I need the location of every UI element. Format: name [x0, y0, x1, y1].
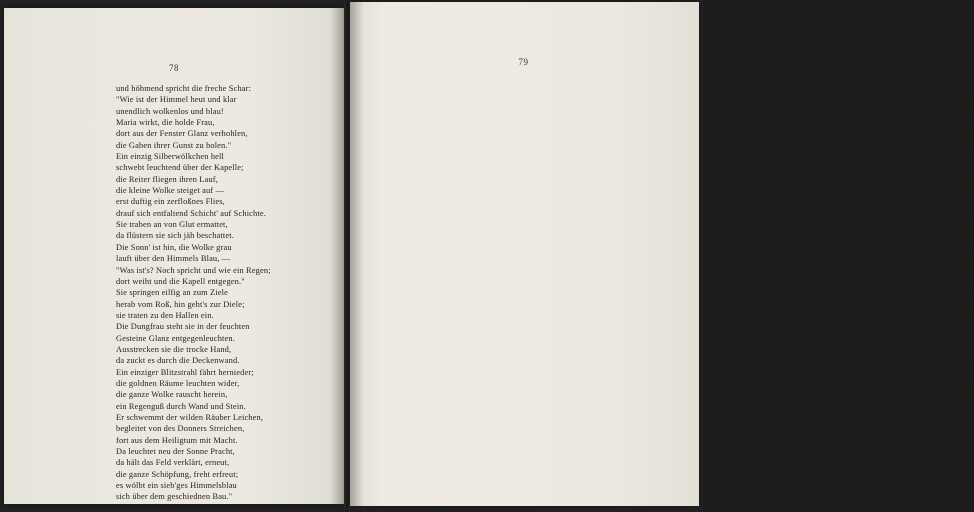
book-gutter	[344, 0, 350, 512]
verse-line: die Gaben ihrer Gunst zu holen."	[116, 140, 232, 150]
verse-line: da hält das Feld verklärt, erneut,	[116, 458, 230, 468]
verse-line: fort aus dem Heiligtum mit Macht.	[116, 435, 238, 445]
verse-line: Er schwemmt der wilden Räuber Leichen,	[116, 412, 264, 422]
verse-line: Maria wirkt, die holde Frau,	[116, 118, 215, 128]
verse-line: und höhmend spricht die freche Schar:	[116, 84, 252, 93]
right-page-folio: 79	[518, 57, 529, 67]
verse-line: die goldnen Räume leuchten wider,	[116, 378, 240, 388]
right-page	[348, 2, 974, 506]
verse-line: da zuckt es durch die Deckenwand.	[116, 356, 240, 366]
verse-line: ein Regenguß durch Wand und Stein.	[116, 401, 246, 411]
verse-line: Ein einzig Silberwölkchen hell	[116, 152, 224, 162]
verse-line: die ganze Wolke rauscht herein,	[116, 390, 228, 400]
verse-line: es wölbt ein sieb'ges Himmelsblau	[116, 481, 237, 491]
section-heading: d. Die niesende Schlange aus Heubach.	[776, 341, 934, 352]
verse-line: unendlich wolkenlos und blau!	[116, 106, 224, 116]
verse-line: "Was ist's? Noch spricht und wie ein Regen;	[116, 265, 271, 275]
verse-line: die Reiter fliegen ihren Lauf,	[116, 174, 218, 184]
verse-line: Ein einziger Blitzstrahl fährt hernieder;	[116, 367, 254, 377]
verse-line: "Wie ist der Himmel heut und klar	[116, 95, 237, 105]
left-page-folio: 78	[169, 63, 179, 73]
verse-line: sie traten zu den Hallen ein.	[116, 310, 214, 320]
right-page-text-column	[736, 75, 974, 416]
verse-line: schwebt leuchtend über der Kapelle;	[116, 163, 244, 173]
verse-line: herab vom Roß, hin geht's zur Diele;	[116, 299, 245, 309]
verse-line: die kleine Wolke steiget auf —	[116, 186, 225, 196]
verse-line: dort aus der Fenster Glanz verhohlen,	[116, 129, 248, 139]
verse-line: begleitet von des Donners Streichen,	[116, 424, 245, 434]
paragraph: Auf dem Hochberg, sagt die Ueberlieferung, kamen früher die Hexen zusammen. Vor Jahren erzählte nach der Oberamtsbeschreibung ein Mädchen ihren Freundinnen: „Heut' nacht bin ich einmal an einem schönen Platz gewesen, meine Mutter hat mich auf den Hochberg mitgenommen. Dahin geht sie alle Mittwoch und Freitag Nacht. Da sind wir herumgesprungen und haben getanzt, sind dann durch Schlüssellöcher und Strohhalme geschlüpft, kamen auch in Lammwirts Keller und haben Wein getrunken usw.; s'war ja lustig heut nacht!" Durch Schulkameradinnen kam die Sache bald in der ganzen Stadt herum, und die Hexenmutter wurde verbrannt. Vom Hochberg geht auch ein kleines, weißes Fräulein, das man gewöhnlich das „Schloßfräulein" nennt, auf den Rosenstein und kommt bann bis an das sog. „Schloß" vor Heubach. Es führt die Menschen auf Irrwege, und niemand wagt es, die Erscheinung zu fragen.	[736, 162, 974, 331]
verse-line: da flüstern sie sich jäh beschattet.	[116, 231, 234, 241]
verse-line: Die Sonn' ist hin, die Wolke grau	[116, 242, 232, 252]
verse-line: erst duftig ein zerfloßnes Flies,	[116, 197, 225, 207]
verse-line: drauf sich entfaltend Schicht' auf Schichte.	[116, 208, 266, 218]
verse-line: Sie springen eilfig an zum Ziele	[116, 288, 229, 298]
paragraph: „In dem Walde zwischen Heubach und dem Dorfe Lauterburg traf ein Glaser aus Heubach, der öfters in diesem Dorfe zu tun hatte, eine bunte Otter; die niefte wie ein Mensch und zwar stets dreimal, so oft er vorbei kam. Er traf sie immer an derselben Stelle bei einer	[736, 359, 974, 415]
verse-line: Ausstrecken sie die trocke Hand,	[116, 344, 232, 354]
verse-line: dort weiht und die Kapell entgegen."	[116, 276, 245, 286]
verse-line: sich über dem geschiednen Bau."	[116, 492, 233, 502]
verse-line: Da leuchtet neu der Sonne Pracht,	[116, 447, 235, 456]
verse-line: lauft über den Himmels Blau, —	[116, 254, 231, 264]
section-heading: c. Sagen vom Hochberg.	[806, 75, 904, 85]
verse-line: Sie traben an von Glut ermattet,	[116, 220, 228, 230]
left-page-verse-column	[116, 83, 302, 503]
verse-line: Gesteine Glanz entgegenleuchten.	[116, 333, 235, 343]
paragraph: Dem Rosenstein weltwärts gegenüber liegt der Hochberg. Nach der Sage soll die alte Stadt Hobbach — Heubach — auf ihm gestanden haben. Der Chronist Crusius aus dem 16. Jahrhundert nennt sie „Hochstatt". Dafür sollen zeugen die vorhandenen Gräben und altes Mauerwerk, das aber wahrscheinlich von altkeltischen Befestigungen herrührt.	[736, 94, 974, 161]
verse-line: Die Dungfrau steht sie in der feuchten	[116, 322, 250, 332]
left-page	[4, 8, 344, 504]
verse-line: die ganze Schöpfung, freht erfreut;	[116, 469, 239, 479]
